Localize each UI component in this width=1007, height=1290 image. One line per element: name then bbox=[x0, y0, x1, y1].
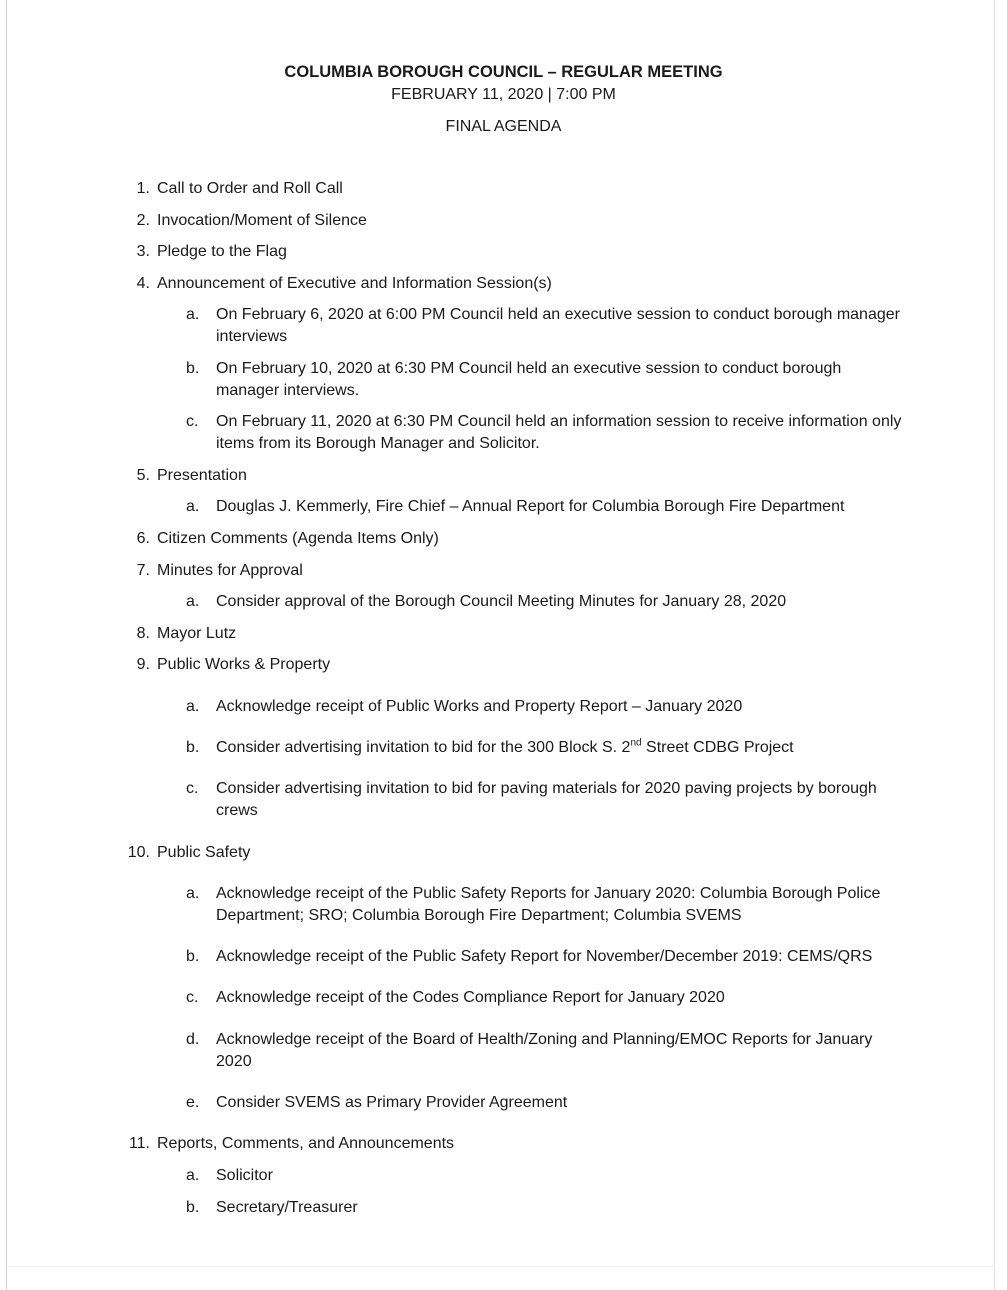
agenda-item-text: Call to Order and Roll Call bbox=[157, 180, 343, 197]
agenda-item-text: Announcement of Executive and Information Session(s) bbox=[157, 275, 552, 292]
agenda-item-text: Minutes for Approval bbox=[157, 562, 303, 579]
agenda-item-text: Presentation bbox=[157, 467, 247, 484]
item-number: 8. bbox=[136, 625, 150, 642]
item-number: 3. bbox=[136, 243, 150, 260]
item-number: 5. bbox=[136, 467, 150, 484]
sub-item-text: Acknowledge receipt of the Public Safety Report for November/December 2019: CEMS/QRS bbox=[216, 948, 873, 965]
sub-item-letter: e. bbox=[186, 1094, 200, 1111]
item-number: 10. bbox=[127, 844, 150, 861]
page-edge-bottom bbox=[6, 1266, 995, 1267]
item-number: 2. bbox=[136, 212, 150, 229]
item-number: 4. bbox=[136, 275, 150, 292]
item-number: 1. bbox=[136, 180, 150, 197]
agenda-item-text: Public Works & Property bbox=[157, 656, 331, 673]
sub-item-letter: c. bbox=[186, 413, 199, 430]
sub-item-letter: a. bbox=[186, 498, 200, 515]
sub-item-letter: a. bbox=[186, 593, 200, 610]
sub-item-letter: c. bbox=[186, 780, 199, 797]
sub-item-text: Consider SVEMS as Primary Provider Agreement bbox=[216, 1094, 568, 1111]
sub-item-letter: b. bbox=[186, 948, 200, 965]
sub-item-text: On February 6, 2020 at 6:00 PM Council held an executive session to conduct borough manager interviews bbox=[216, 306, 900, 345]
item-number: 11. bbox=[128, 1135, 150, 1152]
sub-item-text: Acknowledge receipt of the Board of Health/Zoning and Planning/EMOC Reports for January 2020 bbox=[216, 1031, 873, 1070]
agenda-item-text: Invocation/Moment of Silence bbox=[157, 212, 367, 229]
agenda-item-text: Public Safety bbox=[157, 844, 251, 861]
sub-item-text-part: Street CDBG Project bbox=[641, 739, 794, 756]
page-edge-right bbox=[994, 0, 995, 1290]
sub-item-text: Consider advertising invitation to bid for paving materials for 2020 paving projects by borough crews bbox=[216, 780, 877, 819]
sub-item-letter: a. bbox=[186, 885, 200, 902]
sub-item-letter: b. bbox=[186, 1199, 200, 1216]
sub-item-text: Solicitor bbox=[216, 1167, 273, 1184]
sub-item-text: Douglas J. Kemmerly, Fire Chief – Annual Report for Columbia Borough Fire Department bbox=[216, 498, 845, 515]
sub-item-text: Acknowledge receipt of Public Works and Property Report – January 2020 bbox=[216, 698, 743, 715]
sub-item-text: Acknowledge receipt of the Public Safety Reports for January 2020: Columbia Borough Police Department; SRO; Columbia Borough Fire Department; Columbia SVEMS bbox=[216, 885, 881, 924]
sub-item-letter: b. bbox=[186, 739, 200, 756]
agenda-label: FINAL AGENDA bbox=[445, 118, 562, 135]
meeting-date: FEBRUARY 11, 2020 | 7:00 PM bbox=[391, 86, 616, 103]
sub-item-letter: c. bbox=[186, 989, 199, 1006]
sub-item-text bbox=[216, 737, 906, 759]
item-number: 7. bbox=[136, 562, 150, 579]
item-number: 6. bbox=[136, 530, 150, 547]
sub-item-letter: d. bbox=[186, 1031, 200, 1048]
sub-item-letter: b. bbox=[186, 360, 200, 377]
sub-item-text: Secretary/Treasurer bbox=[216, 1199, 358, 1216]
document-title: COLUMBIA BOROUGH COUNCIL – REGULAR MEETING bbox=[284, 63, 723, 81]
agenda-item-text: Citizen Comments (Agenda Items Only) bbox=[157, 530, 439, 547]
sub-item-text-part: Consider advertising invitation to bid for the 300 Block S. 2 bbox=[216, 739, 631, 756]
agenda-item-text: Reports, Comments, and Announcements bbox=[157, 1135, 455, 1152]
sub-item-text: On February 10, 2020 at 6:30 PM Council held an executive session to conduct borough manager interviews. bbox=[216, 360, 842, 399]
sub-item-text: On February 11, 2020 at 6:30 PM Council held an information session to receive information only items from its Borough Manager and Solicitor. bbox=[216, 413, 902, 452]
sub-item-text: Consider approval of the Borough Council Meeting Minutes for January 28, 2020 bbox=[216, 593, 787, 610]
sub-item-letter: a. bbox=[186, 698, 200, 715]
agenda-item-text: Pledge to the Flag bbox=[157, 243, 287, 260]
agenda-item-text: Mayor Lutz bbox=[157, 625, 237, 642]
ordinal-superscript: nd bbox=[630, 737, 642, 749]
sub-item-letter: a. bbox=[186, 306, 200, 323]
sub-item-letter: a. bbox=[186, 1167, 200, 1184]
sub-item-text: Acknowledge receipt of the Codes Compliance Report for January 2020 bbox=[216, 989, 725, 1006]
item-number: 9. bbox=[136, 656, 150, 673]
